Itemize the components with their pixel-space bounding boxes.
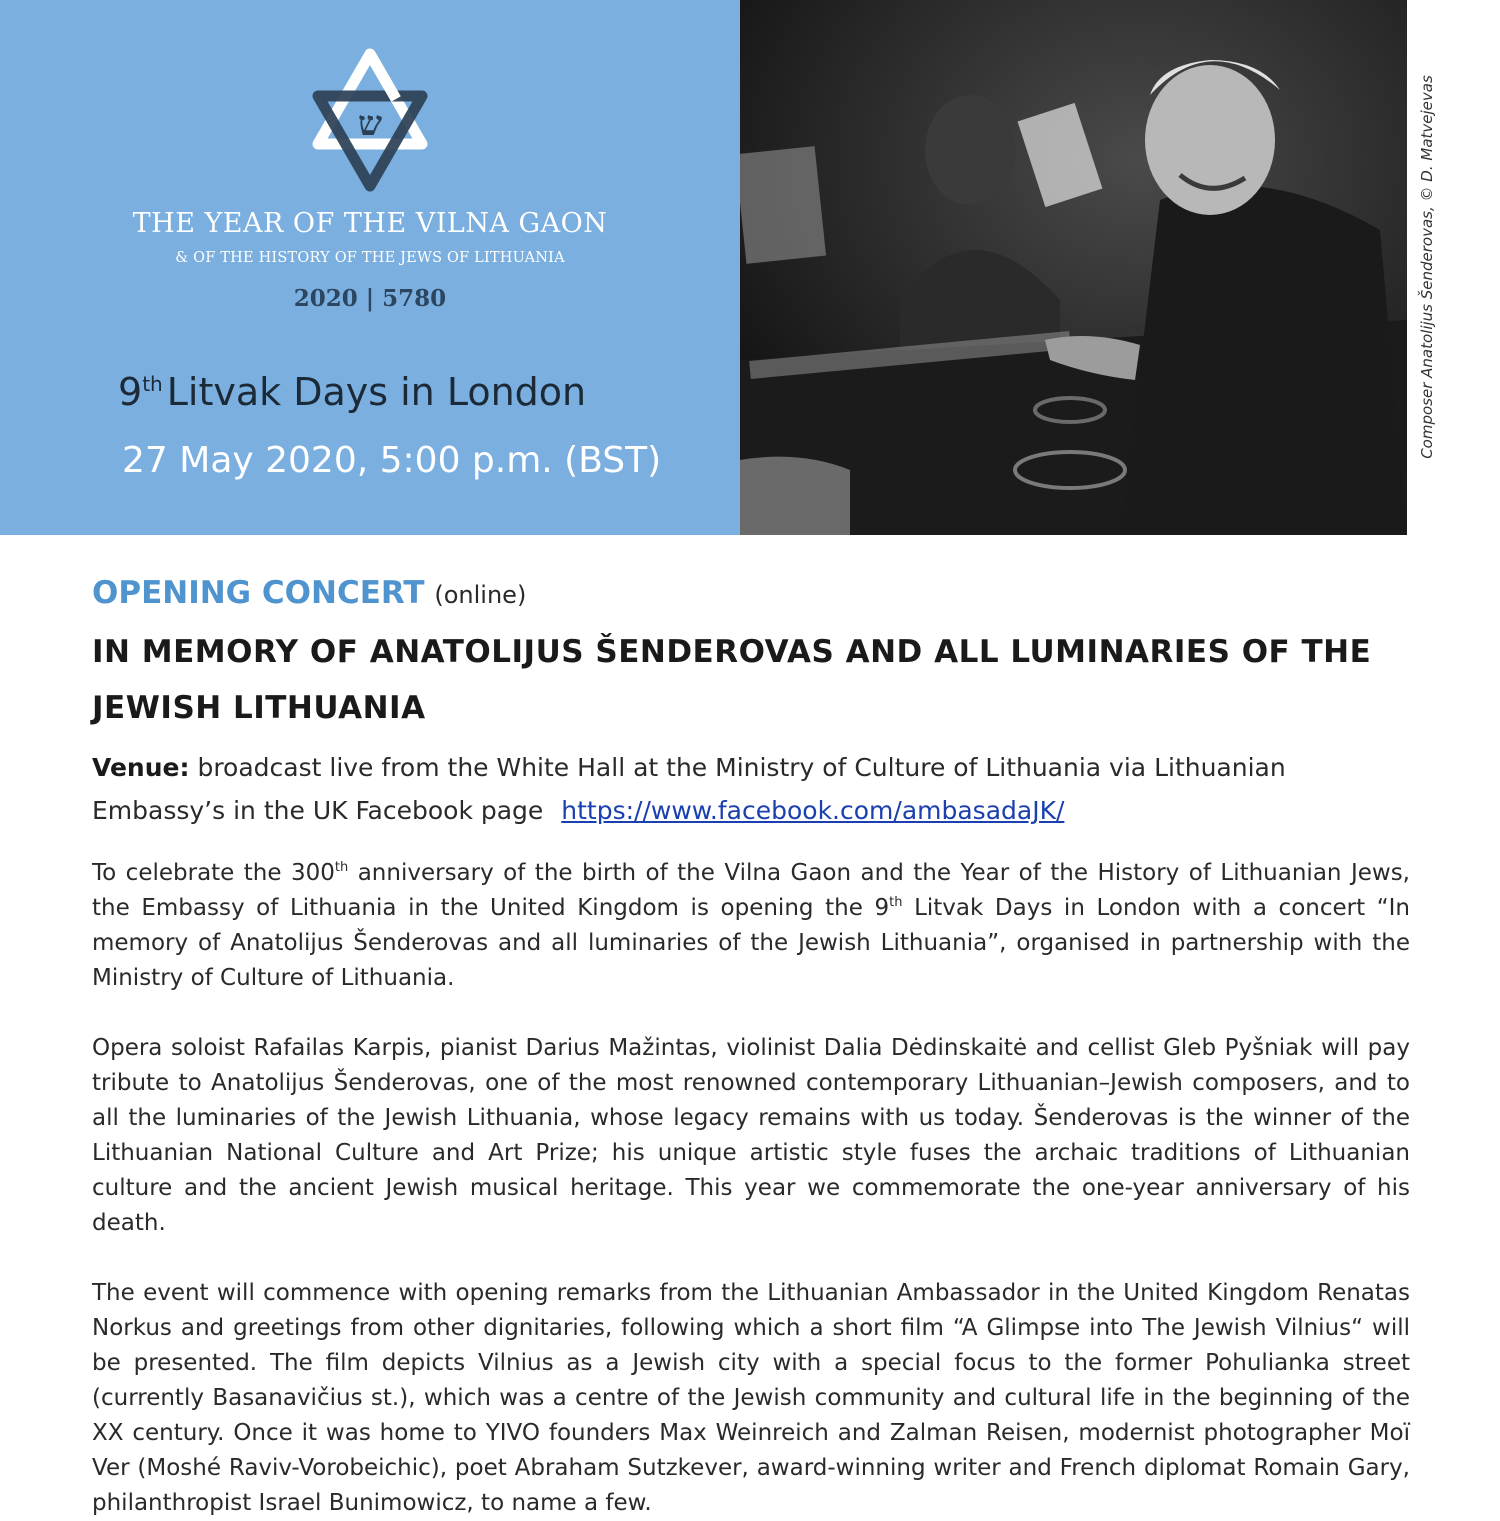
year-subtitle: & OF THE HISTORY OF THE JEWS OF LITHUANIA [175, 250, 565, 266]
p1-part-b: anniversary of the birth of the Vilna Gaon and the Year of the History of Lithuanian Jews, the Embassy of Lithuania in the United Kingdom is opening the 9 [92, 860, 1410, 921]
venue-text: broadcast live from the White Hall at the Ministry of Culture of Lithuania via Lithuanian Embassy’s in the UK Facebook page [92, 753, 1286, 825]
event-ordinal: 9 [118, 370, 143, 414]
online-note: (online) [434, 581, 527, 609]
paragraph-performers: Opera soloist Rafailas Karpis, pianist Darius Mažintas, violinist Dalia Dėdinskaitė and cellist Gleb Pyšniak will pay tribute to Anatolijus Šenderovas, one of the most renowned contemporary Lithuanian–Jewish composers, and to all the luminaries of the Jewish Lithuania, whose legacy remains with us today. Šenderovas is the winner of the Lithuanian National Culture and Art Prize; his unique artistic style fuses the archaic traditions of Lithuanian culture and the ancient Jewish musical heritage. This year we commemorate the one-year anniversary of his death. [92, 1035, 1410, 1236]
composer-photo-illustration [740, 0, 1407, 535]
paragraph-event-program: The event will commence with opening remarks from the Lithuanian Ambassador in the United Kingdom Renatas Norkus and greetings from other dignitaries, following which a short film “A Glimpse into The Jewish Vilnius“ will be presented. The film depicts Vilnius as a Jewish city with a special focus to the former Pohulianka street (currently Basanavičius st.), which was a centre of the Jewish community and cultural life in the beginning of the XX century. Once it was home to YIVO founders Max Weinreich and Zalman Reisen, modernist photographer Moï Ver (Moshé Raviv-Vorobeichic), poet Abraham Sutzkever, award-winning writer and French diplomat Romain Gary, philanthropist Israel Bunimowicz, to name a few. [92, 1280, 1410, 1516]
p1-part-c: Litvak Days in London with a concert “In memory of Anatolijus Šenderovas and all luminaries of the Jewish Lithuania”, organised in partnership with the Ministry of Culture of Lithuania. [92, 895, 1410, 991]
facebook-link[interactable]: https://www.facebook.com/ambasadaJK/ [561, 796, 1065, 825]
star-of-david-logo [300, 40, 440, 200]
memorial-title: IN MEMORY OF ANATOLIJUS ŠENDEROVAS AND ALL LUMINARIES OF THE JEWISH LITHUANIA [92, 634, 1372, 726]
p1-superscript-1: th [334, 860, 349, 875]
opening-concert-label: OPENING CONCERT [92, 575, 425, 611]
venue-label: Venue: [92, 753, 190, 782]
year-dates: 2020 | 5780 [293, 285, 447, 312]
photo-credit-text: Composer Anatolijus Šenderovas, © D. Matvejevas [1418, 75, 1436, 459]
event-title [118, 370, 586, 414]
photo-credit [1409, 0, 1445, 535]
event-name: Litvak Days in London [166, 370, 587, 414]
event-ordinal-suffix: th [142, 372, 163, 396]
event-date: 27 May 2020, 5:00 p.m. (BST) [122, 440, 662, 481]
event-banner [0, 0, 740, 535]
logo-letter-shin: ש [357, 104, 383, 144]
opening-heading [92, 572, 1410, 616]
paragraph-celebration [92, 856, 1410, 996]
composer-photo [740, 0, 1407, 535]
p1-part-a: To celebrate the 300 [92, 860, 335, 886]
year-title: THE YEAR OF THE VILNA GAON [132, 208, 608, 239]
p1-superscript-2: th [889, 895, 903, 910]
main-content [92, 572, 1410, 1521]
venue-line [92, 746, 1410, 832]
